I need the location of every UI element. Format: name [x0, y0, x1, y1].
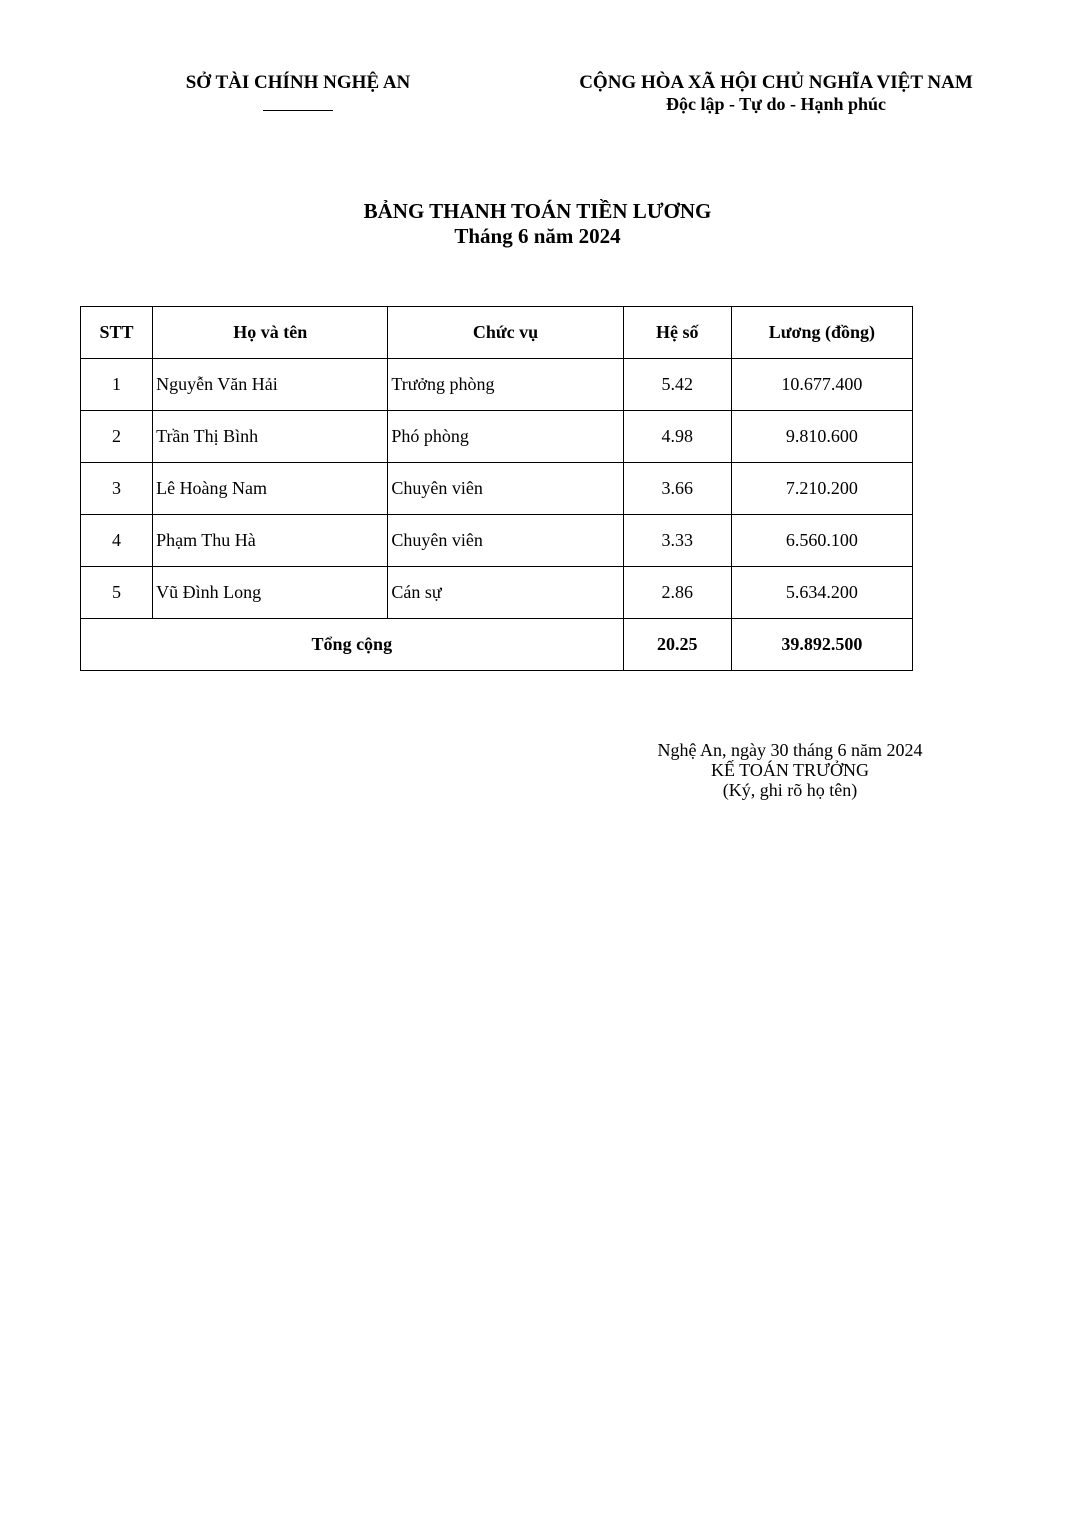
table-header-row — [81, 307, 913, 359]
table-row — [81, 567, 913, 619]
document-title — [0, 199, 1075, 248]
salary-table — [80, 306, 913, 671]
header-name: Họ và tên — [153, 307, 388, 359]
cell-salary: 7.210.200 — [731, 463, 912, 515]
cell-name: Lê Hoàng Nam — [153, 463, 388, 515]
table-total-row — [81, 619, 913, 671]
national-title: CỘNG HÒA XÃ HỘI CHỦ NGHĨA VIỆT NAM — [579, 72, 973, 93]
header-coefficient: Hệ số — [623, 307, 731, 359]
cell-position: Phó phòng — [388, 411, 623, 463]
organization-name: SỞ TÀI CHÍNH NGHỆ AN — [185, 72, 411, 93]
total-salary: 39.892.500 — [731, 619, 912, 671]
cell-salary: 5.634.200 — [731, 567, 912, 619]
table-row — [81, 359, 913, 411]
cell-stt: 2 — [81, 411, 153, 463]
cell-name: Vũ Đình Long — [153, 567, 388, 619]
cell-coefficient: 5.42 — [623, 359, 731, 411]
cell-stt: 5 — [81, 567, 153, 619]
title-main: BẢNG THANH TOÁN TIỀN LƯƠNG — [363, 199, 712, 223]
cell-coefficient: 3.33 — [623, 515, 731, 567]
header-position: Chức vụ — [388, 307, 623, 359]
organization-header — [178, 72, 418, 111]
cell-position: Trưởng phòng — [388, 359, 623, 411]
cell-stt: 1 — [81, 359, 153, 411]
signature-block — [630, 740, 950, 800]
cell-position: Cán sự — [388, 567, 623, 619]
cell-salary: 9.810.600 — [731, 411, 912, 463]
table-row — [81, 411, 913, 463]
cell-coefficient: 3.66 — [623, 463, 731, 515]
cell-coefficient: 2.86 — [623, 567, 731, 619]
cell-name: Nguyễn Văn Hải — [153, 359, 388, 411]
title-sub: Tháng 6 năm 2024 — [454, 224, 621, 248]
cell-name: Trần Thị Bình — [153, 411, 388, 463]
header-underline — [263, 94, 333, 111]
cell-name: Phạm Thu Hà — [153, 515, 388, 567]
cell-stt: 4 — [81, 515, 153, 567]
total-coefficient: 20.25 — [623, 619, 731, 671]
signer-role: KẾ TOÁN TRƯỞNG — [711, 760, 869, 780]
table-row — [81, 515, 913, 567]
cell-position: Chuyên viên — [388, 463, 623, 515]
header-stt: STT — [81, 307, 153, 359]
table-row — [81, 463, 913, 515]
header-salary: Lương (đồng) — [731, 307, 912, 359]
national-header — [560, 72, 992, 114]
cell-stt: 3 — [81, 463, 153, 515]
cell-coefficient: 4.98 — [623, 411, 731, 463]
cell-salary: 6.560.100 — [731, 515, 912, 567]
cell-salary: 10.677.400 — [731, 359, 912, 411]
total-label: Tổng cộng — [81, 619, 624, 671]
place-date: Nghệ An, ngày 30 tháng 6 năm 2024 — [657, 740, 923, 760]
cell-position: Chuyên viên — [388, 515, 623, 567]
signature-note: (Ký, ghi rõ họ tên) — [722, 780, 858, 800]
national-motto: Độc lập - Tự do - Hạnh phúc — [665, 94, 887, 114]
